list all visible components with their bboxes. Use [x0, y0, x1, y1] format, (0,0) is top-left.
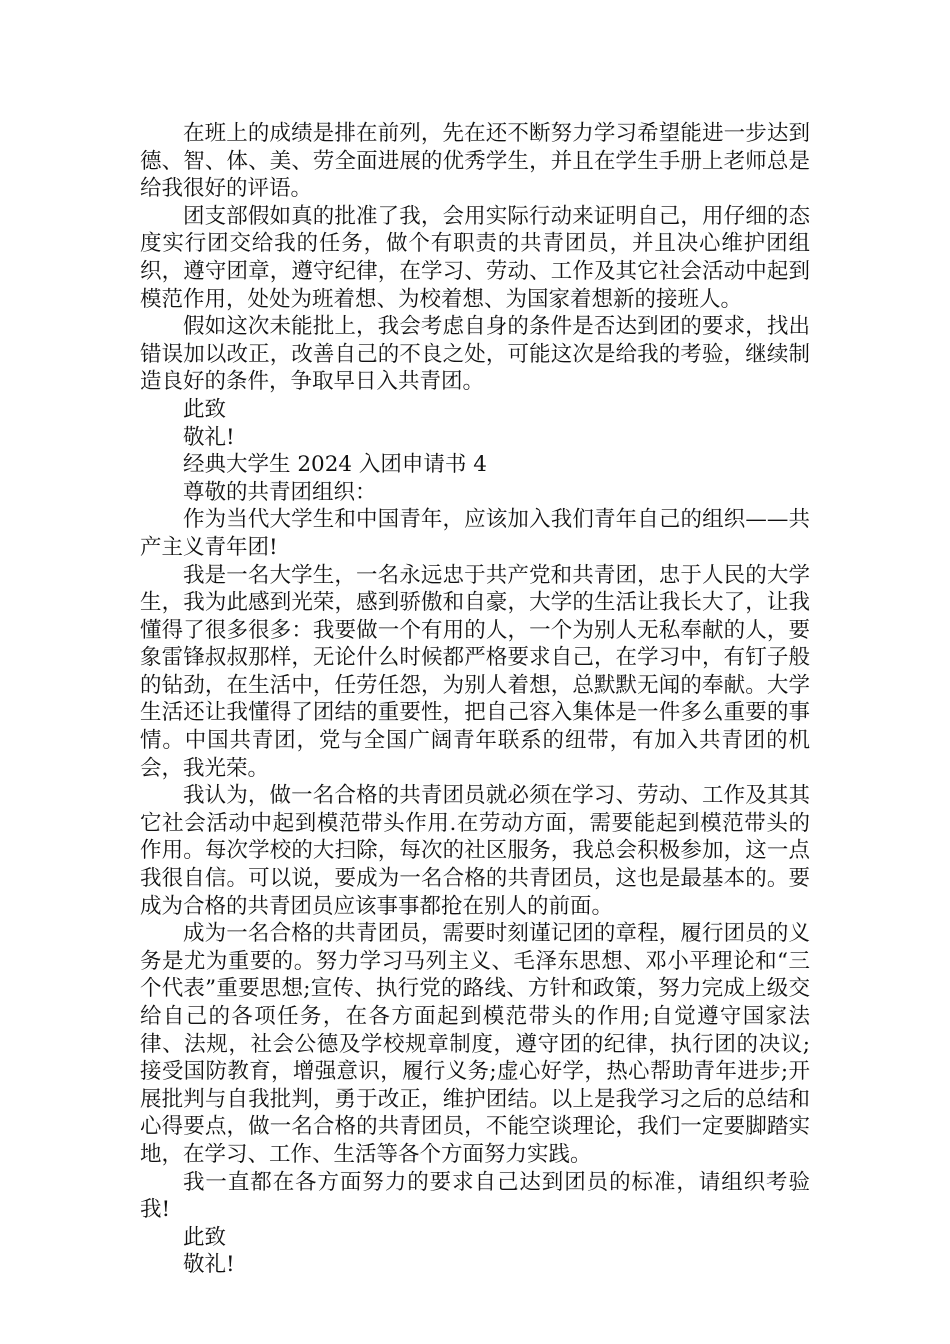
paragraph-if-rejected: 假如这次未能批上，我会考虑自身的条件是否达到团的要求，找出错误加以改正，改善自己的不良之处，可能这次是给我的考验，继续制造良好的条件，争取早日入共青团。 — [140, 314, 810, 395]
paragraph-commitment: 团支部假如真的批准了我，会用实际行动来证明自己，用仔细的态度实行团交给我的任务，做个有职责的共青团员，并且决心维护团组织，遵守团章，遵守纪律，在学习、劳动、工作及其它社会活动中起到模范作用，处处为班着想、为校着想、为国家着想新的接班人。 — [140, 203, 810, 312]
paragraph-self-description: 我是一名大学生，一名永远忠于共产党和共青团，忠于人民的大学生，我为此感到光荣，感到骄傲和自豪，大学的生活让我长大了，让我懂得了很多很多：我要做一个有用的人，一个为别人无私奉献的人，要象雷锋叔叔那样，无论什么时候都严格要求自己，在学习中，有钉子般的钻劲，在生活中，任劳任怨，为别人着想，总默默无闻的奉献。大学生活还让我懂得了团结的重要性，把自己容入集体是一件多么重要的事情。中国共青团，党与全国广阔青年联系的纽带，有加入共青团的机会，我光荣。 — [140, 562, 810, 781]
paragraph-intro: 作为当代大学生和中国青年，应该加入我们青年自己的组织——共产主义青年团! — [140, 507, 810, 560]
paragraph-duties: 成为一名合格的共青团员，需要时刻谨记团的章程，履行团员的义务是尤为重要的。努力学习马列主义、毛泽东思想、邓小平理论和“三个代表”重要思想;宣传、执行党的路线、方针和政策，努力完成上级交给自己的各项任务，在各方面起到模范带头的作用;自觉遵守国家法律、法规，社会公德及学校规章制度，遵守团的纪律，执行团的决议;接受国防教育，增强意识，履行义务;虚心好学，热心帮助青年进步;开展批判与自我批判，勇于改正，维护团结。以上是我学习之后的总结和心得要点，做一名合格的共青团员，不能空谈理论，我们一定要脚踏实地，在学习、工作、生活等各个方面努力实践。 — [140, 921, 810, 1167]
closing-salute: 此致 — [183, 396, 227, 422]
section-title: 经典大学生 2024 入团申请书 4 — [183, 452, 487, 478]
closing-salute-2: 此致 — [183, 1224, 227, 1250]
closing-regards: 敬礼! — [183, 424, 235, 450]
closing-regards-2: 敬礼! — [183, 1252, 235, 1278]
paragraph-request: 我一直都在各方面努力的要求自己达到团员的标准，请组织考验我! — [140, 1169, 810, 1223]
paragraph-grades: 在班上的成绩是排在前列，先在还不断努力学习希望能进一步达到德、智、体、美、劳全面进展的优秀学生，并且在学生手册上老师总是给我很好的评语。 — [140, 121, 810, 202]
paragraph-model-role: 我认为，做一名合格的共青团员就必须在学习、劳动、工作及其其它社会活动中起到模范带头作用.在劳动方面，需要能起到模范带头的作用。每次学校的大扫除，每次的社区服务，我总会积极参加，这一点我很自信。可以说，要成为一名合格的共青团员，这也是最基本的。要成为合格的共青团员应该事事都抢在别人的前面。 — [140, 783, 810, 919]
document-body — [140, 120, 810, 1279]
greeting: 尊敬的共青团组织： — [183, 479, 377, 505]
